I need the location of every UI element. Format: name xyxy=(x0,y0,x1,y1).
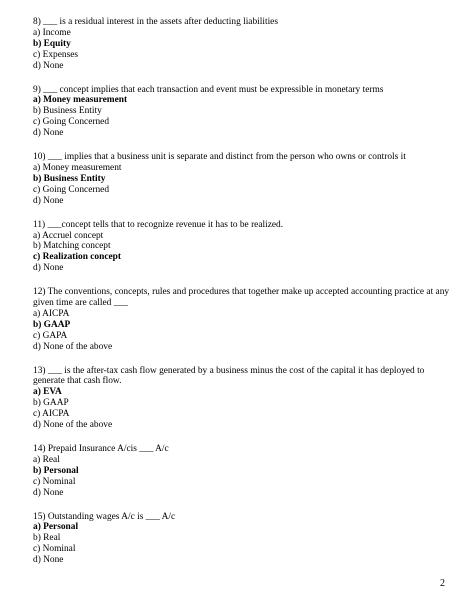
answer-option: d) None of the above xyxy=(33,420,113,431)
question-9 xyxy=(33,85,453,140)
answer-option: c) AICPA xyxy=(33,409,70,420)
correct-answer-option: b) Personal xyxy=(33,465,79,476)
answer-option: b) Matching concept xyxy=(33,241,111,252)
answer-option: d) None xyxy=(33,60,64,71)
question-prompt: 13) ___ is the after-tax cash flow generated by a business minus the cost of the capital it has deployed to generate that cash flow. xyxy=(33,365,427,387)
answer-option: b) Real xyxy=(33,533,61,544)
question-8 xyxy=(33,17,453,72)
answer-option: c) Going Concerned xyxy=(33,184,110,195)
question-15 xyxy=(33,512,453,567)
answer-option: c) Nominal xyxy=(33,476,76,487)
correct-answer-option: b) GAAP xyxy=(33,319,71,330)
answer-option: c) Nominal xyxy=(33,544,76,555)
answer-option: b) Business Entity xyxy=(33,106,102,117)
answer-option: a) AICPA xyxy=(33,308,70,319)
answer-option: a) Income xyxy=(33,27,71,38)
question-prompt: 15) Outstanding wages A/c is ___ A/c xyxy=(33,511,176,522)
answer-option: c) Expenses xyxy=(33,49,79,60)
answer-option: c) GAPA xyxy=(33,330,68,341)
correct-answer-option: c) Realization concept xyxy=(33,252,121,263)
correct-answer-option: b) Equity xyxy=(33,38,71,49)
answer-option: d) None xyxy=(33,263,64,274)
question-12 xyxy=(33,287,453,352)
answer-option: a) Real xyxy=(33,454,60,465)
answer-option: d) None xyxy=(33,128,64,139)
answer-option: d) None xyxy=(33,555,64,566)
question-prompt: 10) ___ implies that a business unit is separate and distinct from the person who owns or controls it xyxy=(33,152,406,163)
correct-answer-option: a) Personal xyxy=(33,522,79,533)
quiz-page xyxy=(33,17,453,579)
question-prompt: 12) The conventions, concepts, rules and procedures that together make up accepted accounting practice at any given time are called ___ xyxy=(33,287,452,309)
answer-option: a) Accruel concept xyxy=(33,230,104,241)
question-13 xyxy=(33,366,453,431)
correct-answer-option: a) Money measurement xyxy=(33,95,128,106)
correct-answer-option: b) Business Entity xyxy=(33,173,106,184)
answer-option: b) GAAP xyxy=(33,398,69,409)
correct-answer-option: a) EVA xyxy=(33,387,62,398)
question-prompt: 11) ___concept tells that to recognize revenue it has to be realized. xyxy=(33,219,284,230)
answer-option: a) Money measurement xyxy=(33,162,122,173)
answer-option: d) None xyxy=(33,195,64,206)
question-10 xyxy=(33,152,453,207)
answer-option: d) None of the above xyxy=(33,341,113,352)
question-prompt: 8) ___ is a residual interest in the assets after deducting liabilities xyxy=(33,17,278,27)
answer-option: c) Going Concerned xyxy=(33,117,110,128)
question-prompt: 9) ___ concept implies that each transaction and event must be expressible in monetary terms xyxy=(33,84,384,95)
question-prompt: 14) Prepaid Insurance A/cis ___ A/c xyxy=(33,444,169,454)
answer-option: d) None xyxy=(33,487,64,498)
question-11 xyxy=(33,220,453,275)
question-14 xyxy=(33,444,453,499)
page-number: 2 xyxy=(440,578,445,589)
